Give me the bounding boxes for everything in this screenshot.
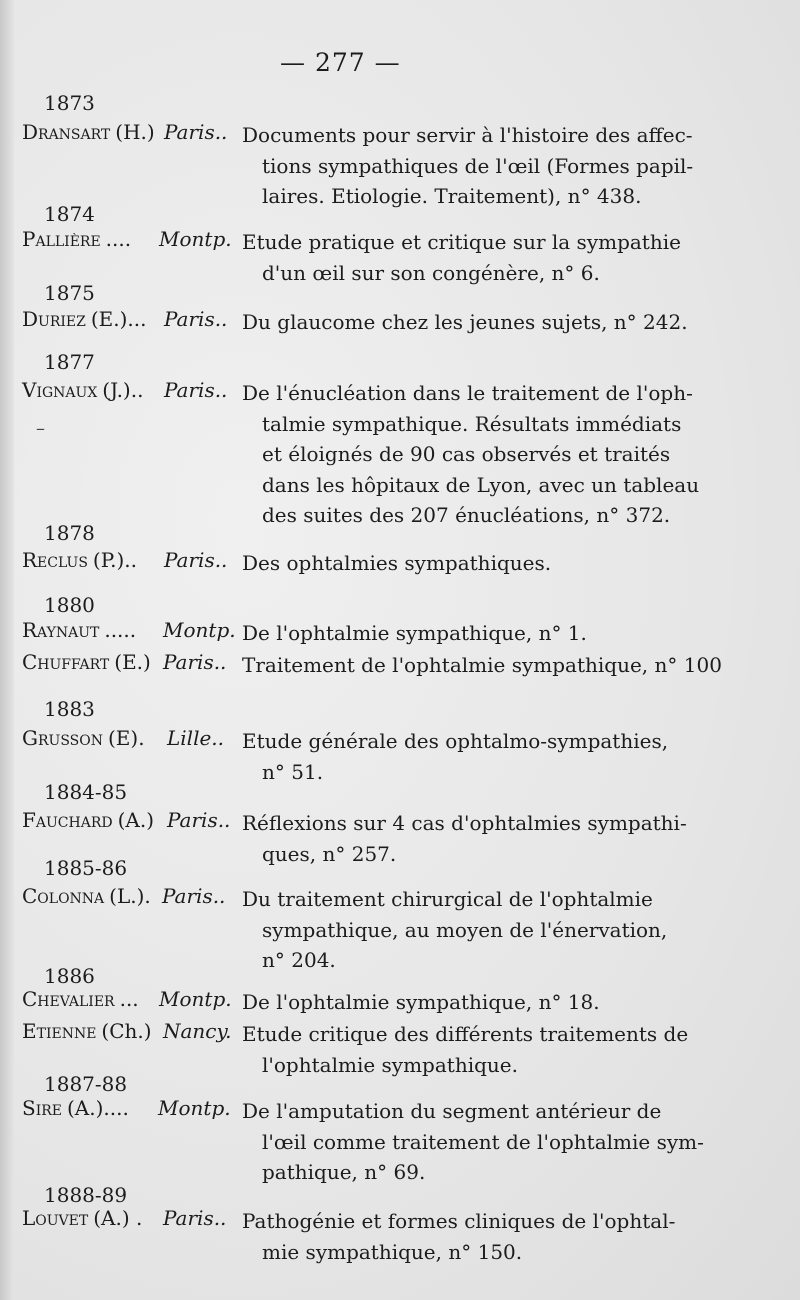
- entry-year: 1880: [44, 593, 95, 617]
- title-line: Du traitement chirurgical de l'ophtalmie: [242, 887, 653, 911]
- entry-title: [242, 884, 686, 976]
- author-surname: Reclus: [22, 548, 88, 572]
- entry-title: [242, 307, 686, 338]
- title-line: mie sympathique, n° 150.: [262, 1239, 523, 1264]
- entry-title: [242, 1019, 689, 1080]
- entry-title: [242, 808, 686, 869]
- author-surname: Fauchard: [22, 808, 113, 832]
- author-initials: (A.)....: [67, 1096, 129, 1120]
- title-line: n° 204.: [262, 948, 336, 972]
- entry-title: [242, 120, 694, 212]
- title-line: De l'amputation du segment antérieur de: [242, 1099, 662, 1123]
- entry-year: 1875: [44, 281, 95, 305]
- entry-year: 1885-86: [44, 856, 128, 880]
- title-line: dans les hôpitaux de Lyon, avec un tableau: [262, 472, 700, 497]
- title-line: Du glaucome chez les jeunes sujets, n° 242.: [242, 310, 688, 334]
- entry-city: Paris..: [163, 1206, 227, 1230]
- page-number: — 277 —: [280, 48, 401, 77]
- entry-author: [22, 1019, 152, 1043]
- author-initials: (E.): [114, 650, 151, 674]
- entry-city: Lille..: [167, 726, 225, 750]
- entry-title: [242, 227, 686, 288]
- title-line: Pathogénie et formes cliniques de l'ophtal-: [242, 1209, 676, 1233]
- entry-city: Nancy.: [163, 1019, 232, 1043]
- title-line: pathique, n° 69.: [262, 1160, 426, 1184]
- entry-city: Paris..: [162, 884, 226, 908]
- stray-mark: –: [36, 418, 45, 439]
- author-initials: (A.) .: [93, 1206, 143, 1230]
- entry-author: [22, 618, 136, 642]
- entry-year: 1888-89: [44, 1183, 128, 1207]
- title-line: laires. Etiologie. Traitement), n° 438.: [262, 184, 642, 208]
- entry-year: 1873: [44, 91, 95, 115]
- title-line: De l'ophtalmie sympathique, n° 18.: [242, 990, 600, 1014]
- entry-year: 1883: [44, 697, 95, 721]
- title-line: Etude générale des ophtalmo-sympathies,: [242, 729, 669, 753]
- entry-year: 1874: [44, 202, 95, 226]
- author-surname: Vignaux: [22, 378, 98, 402]
- entry-title: [242, 1096, 704, 1188]
- entry-title: [242, 548, 686, 579]
- entry-author: [22, 987, 139, 1011]
- author-initials: (Ch.): [101, 1019, 152, 1043]
- entry-year: 1886: [44, 964, 95, 988]
- author-surname: Grusson: [22, 726, 103, 750]
- title-line: Réflexions sur 4 cas d'ophtalmies sympathi-: [242, 811, 687, 835]
- author-initials: (H.): [115, 120, 155, 144]
- title-line: talmie sympathique. Résultats immédiats: [262, 411, 682, 436]
- author-initials: .....: [104, 618, 137, 642]
- author-surname: Dransart: [22, 120, 111, 144]
- entry-city: Paris..: [163, 650, 227, 674]
- title-line: Des ophtalmies sympathiques.: [242, 551, 552, 575]
- title-line: d'un œil sur son congénère, n° 6.: [262, 260, 600, 285]
- title-line: Etude critique des différents traitements de: [242, 1022, 689, 1046]
- author-initials: (J.)..: [102, 378, 144, 402]
- title-line: l'œil comme traitement de l'ophtalmie sym-: [262, 1129, 704, 1154]
- entry-title: [242, 378, 700, 531]
- title-line: ques, n° 257.: [262, 841, 397, 866]
- entry-city: Paris..: [164, 548, 228, 572]
- entry-year: 1878: [44, 521, 95, 545]
- entry-city: Montp.: [159, 227, 232, 251]
- author-initials: (P.)..: [92, 548, 138, 572]
- author-surname: Colonna: [22, 884, 105, 908]
- author-initials: (E).: [107, 726, 145, 750]
- entry-author: [22, 120, 155, 144]
- author-surname: Chevalier: [22, 987, 115, 1011]
- entry-city: Montp.: [163, 618, 236, 642]
- author-surname: Pallière: [22, 227, 101, 251]
- author-initials: ...: [119, 987, 139, 1011]
- entry-author: [22, 884, 151, 908]
- entry-year: 1884-85: [44, 780, 128, 804]
- author-surname: Etienne: [22, 1019, 97, 1043]
- title-line: sympathique, au moyen de l'énervation,: [262, 917, 668, 942]
- author-surname: Louvet: [22, 1206, 89, 1230]
- entry-author: [22, 1206, 142, 1230]
- title-line: De l'énucléation dans le traitement de l'oph-: [242, 381, 693, 405]
- entry-author: [22, 650, 151, 674]
- entry-year: 1887-88: [44, 1072, 128, 1096]
- entry-author: [22, 726, 145, 750]
- entry-author: [22, 808, 154, 832]
- title-line: et éloignés de 90 cas observés et traités: [262, 442, 671, 466]
- entry-title: [242, 650, 722, 681]
- author-surname: Duriez: [22, 307, 86, 331]
- author-surname: Raynaut: [22, 618, 100, 642]
- entry-city: Paris..: [164, 307, 228, 331]
- author-surname: Sire: [22, 1096, 62, 1120]
- author-initials: (L.).: [109, 884, 151, 908]
- entry-author: [22, 1096, 129, 1120]
- title-line: l'ophtalmie sympathique.: [262, 1052, 518, 1077]
- author-initials: (A.): [117, 808, 154, 832]
- entry-city: Montp.: [158, 1096, 231, 1120]
- entry-title: [242, 987, 686, 1018]
- entry-author: [22, 378, 143, 402]
- entry-city: Paris..: [167, 808, 231, 832]
- entry-city: Paris..: [164, 378, 228, 402]
- title-line: n° 51.: [262, 759, 324, 784]
- title-line: des suites des 207 énucléations, n° 372.: [262, 503, 671, 527]
- title-line: tions sympathiques de l'œil (Formes papil-: [262, 153, 694, 178]
- title-line: Documents pour servir à l'histoire des affec-: [242, 123, 693, 147]
- entry-city: Paris..: [164, 120, 228, 144]
- entry-author: [22, 227, 131, 251]
- author-initials: (E.)...: [90, 307, 147, 331]
- title-line: Traitement de l'ophtalmie sympathique, n° 100: [242, 653, 722, 677]
- entry-author: [22, 548, 137, 572]
- entry-year: 1877: [44, 350, 95, 374]
- entry-city: Montp.: [159, 987, 232, 1011]
- title-line: De l'ophtalmie sympathique, n° 1.: [242, 621, 587, 645]
- author-initials: ....: [105, 227, 132, 251]
- entry-title: [242, 1206, 686, 1267]
- entry-author: [22, 307, 147, 331]
- entry-title: [242, 726, 686, 787]
- author-surname: Chuffart: [22, 650, 110, 674]
- title-line: Etude pratique et critique sur la sympathie: [242, 230, 681, 254]
- entry-title: [242, 618, 686, 649]
